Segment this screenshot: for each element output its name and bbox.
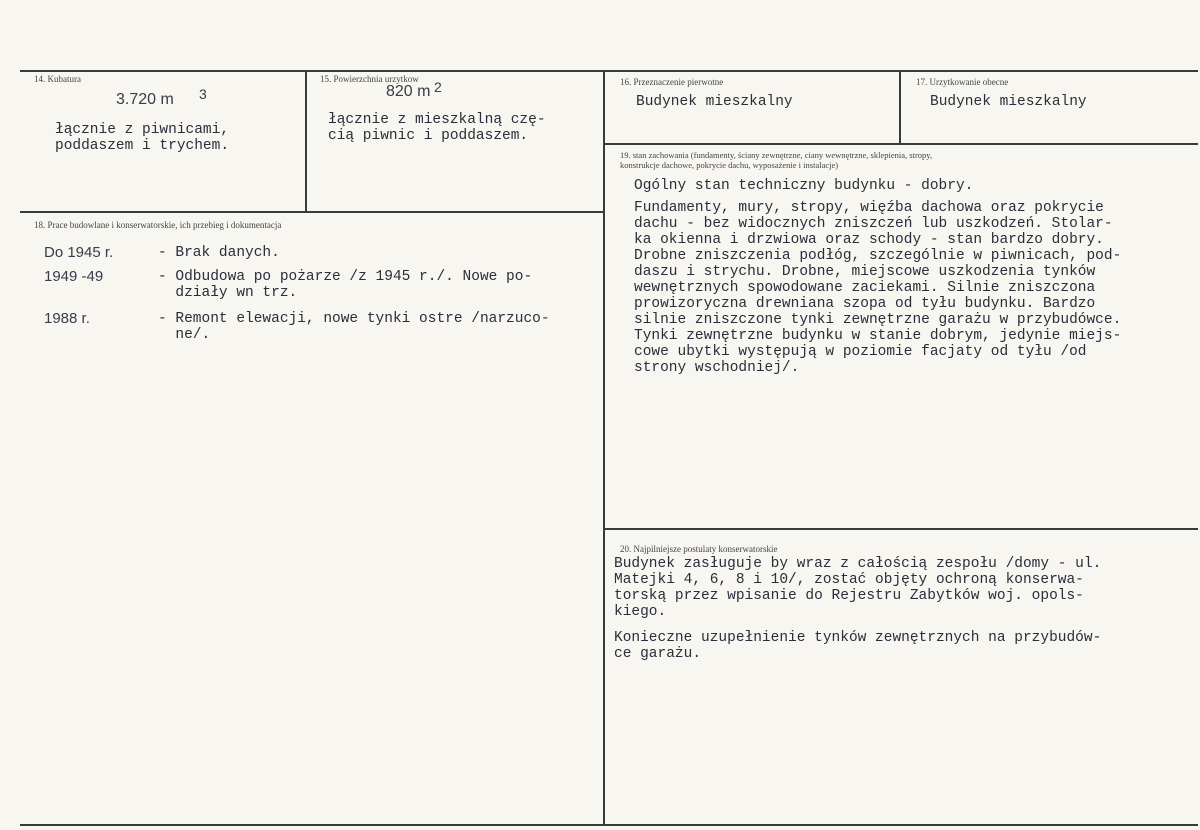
field-19-line: daszu i strychu. Drobne, miejscowe uszkodzenia tynków [634, 264, 1096, 280]
row-divider-right-lower [603, 528, 1198, 530]
field-20-line: kiego. [614, 604, 667, 620]
col-divider-main [603, 70, 605, 824]
field-18-entry-1-text: - Brak danych. [158, 245, 280, 261]
field-17-label: 17. Urzytkowanie obecne [916, 77, 1009, 87]
field-18-entry-3-date: 1988 r. [44, 310, 90, 327]
field-18-entry-3-text-line-1: - Remont elewacji, nowe tynki ostre /narzuco- [158, 311, 550, 327]
col-divider-1 [305, 70, 307, 211]
field-18-entry-2-text-line-1: - Odbudowa po pożarze /z 1945 r./. Nowe po- [158, 269, 533, 285]
field-19-line: cowe ubytki występują w poziomie facjaty od tyłu /od [634, 344, 1087, 360]
field-14-value: 3.720 m [116, 91, 174, 108]
field-15-label: 15. Powierzchnia urzytkow [320, 74, 419, 84]
field-17-value: Budynek mieszkalny [930, 94, 1087, 110]
field-14-unit-exponent: 3 [199, 86, 207, 102]
field-14-note-line-2: poddaszem i trychem. [55, 138, 230, 154]
field-19-line: silnie zniszczone tynki zewnętrzne garażu w przybudówce. [634, 312, 1122, 328]
field-19-label-line-2: konstrukcje dachowe, pokrycie dachu, wyposażenie i instalacje) [620, 160, 839, 170]
field-14-note-line-1: łącznie z piwnicami, [55, 122, 230, 138]
field-14-label: 14. Kubatura [34, 74, 81, 84]
field-19-label-line-1: 19. stan zachowania (fundamenty, ściany zewnętrzne, ciany wewnętrzne, sklepienia, stropy, [620, 150, 933, 160]
field-19-line: strony wschodniej/. [634, 360, 800, 376]
field-18-entry-2-date: 1949 -49 [44, 268, 104, 285]
field-16-label: 16. Przeznaczenie pierwotne [620, 77, 724, 87]
field-19-line: Tynki zewnętrzne budynku w stanie dobrym, jedynie miejs- [634, 328, 1122, 344]
field-19-line: Fundamenty, mury, stropy, więźba dachowa oraz pokrycie [634, 200, 1104, 216]
field-15-value: 820 m [386, 83, 431, 100]
row-divider-left [20, 211, 603, 213]
field-18-entry-2-text-line-2: działy wn trz. [158, 285, 298, 301]
field-18-entry-1-date: Do 1945 r. [44, 244, 114, 261]
field-19-summary: Ogólny stan technicznу budynku - dobry. [634, 178, 974, 194]
col-divider-3 [899, 70, 901, 143]
field-19-line: wewnętrznych spowodowane zaciekami. Silnie zniszczona [634, 280, 1096, 296]
top-border [20, 70, 1198, 72]
field-15-note-line-2: cią piwnic i poddaszem. [328, 128, 529, 144]
field-15-note-line-1: łącznie z mieszkalną czę- [328, 112, 546, 128]
field-18-entry-3-text-line-2: ne/. [158, 327, 211, 343]
field-19-line: Drobne zniszczenia podłóg, szczególnie w piwnicach, pod- [634, 248, 1122, 264]
field-20-line: torską przez wpisanie do Rejestru Zabytków woj. opols- [614, 588, 1084, 604]
field-18-label: 18. Prace budowlane i konserwatorskie, ich przebieg i dokumentacja [34, 220, 282, 230]
field-19-line: dachu - bez widocznych zniszczeń lub uszkodzeń. Stolar- [634, 216, 1113, 232]
field-19-line: ka okienna i drzwiowa oraz schody - stan bardzo dobry. [634, 232, 1104, 248]
bottom-border [20, 824, 1198, 826]
row-divider-right-upper [603, 143, 1198, 145]
field-16-value: Budynek mieszkalny [636, 94, 793, 110]
field-20-label: 20. Najpilniejsze postulaty konserwatorskie [620, 544, 778, 554]
field-15-unit-exponent: 2 [434, 79, 442, 95]
field-20-line: ce garażu. [614, 646, 702, 662]
field-20-line: Budynek zasługuje by wraz z całością zespołu /domy - ul. [614, 556, 1102, 572]
field-20-line: Konieczne uzupełnienie tynków zewnętrznych na przybudów- [614, 630, 1102, 646]
field-20-line: Matejki 4, 6, 8 i 10/, zostać objęty ochroną konserwa- [614, 572, 1084, 588]
field-19-line: prowizoryczna drewniana szopa od tyłu budynku. Bardzo [634, 296, 1096, 312]
